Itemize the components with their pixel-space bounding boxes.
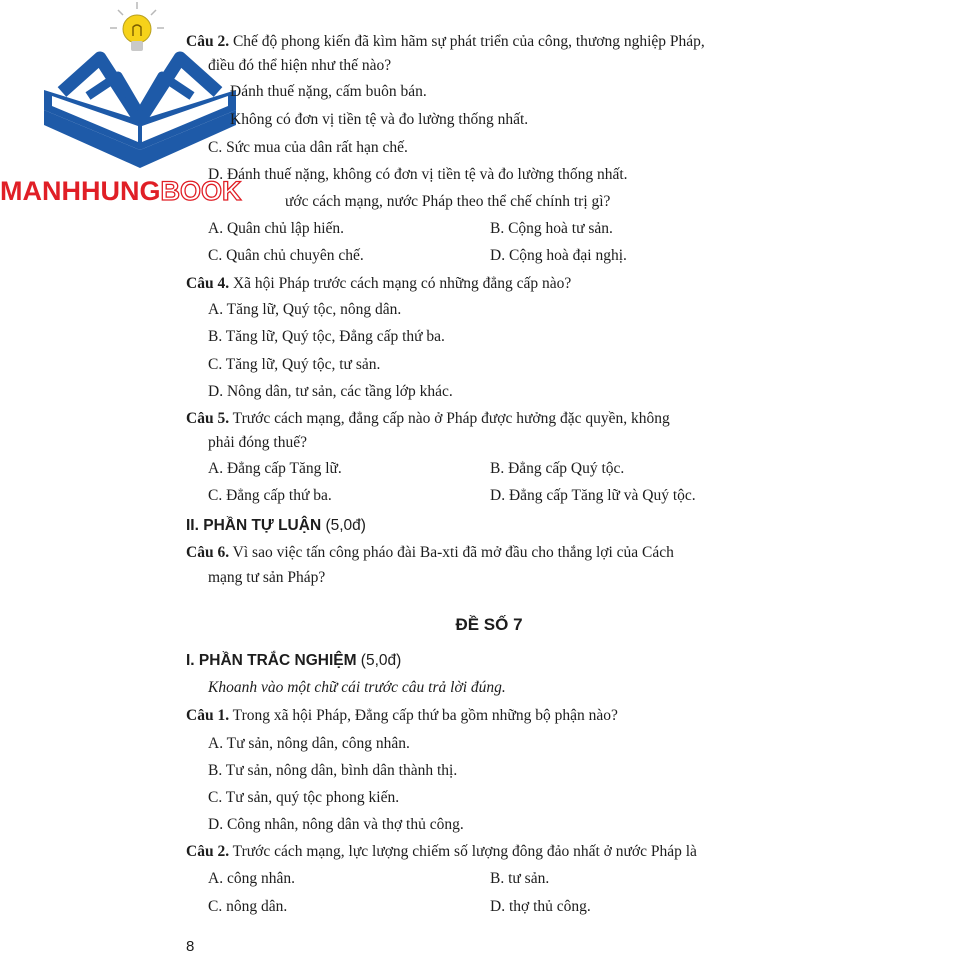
brand-name-part1: MANHHUNG (0, 176, 161, 206)
section-mc-points: (5,0đ) (356, 652, 402, 669)
e7-q2-option-a: A. công nhân. (208, 870, 295, 887)
exam-title: ĐỀ SỐ 7 (455, 615, 523, 634)
q2-option-c: C. Sức mua của dân rất hạn chế. (208, 139, 408, 156)
q5-option-d: D. Đẳng cấp Tăng lữ và Quý tộc. (490, 487, 696, 504)
q3-option-a: A. Quân chủ lập hiến. (208, 220, 345, 237)
e7-q2-option-d: D. thợ thủ công. (490, 898, 591, 915)
q4-option-d: D. Nông dân, tư sản, các tầng lớp khác. (208, 383, 453, 400)
e7-q2-label: Câu 2. (186, 843, 230, 860)
q5-stem-cont: phải đóng thuế? (208, 434, 308, 451)
e7-q2-option-c: C. nông dân. (208, 898, 288, 915)
page-number: 8 (186, 938, 195, 955)
e7-q1-option-c: C. Tư sản, quý tộc phong kiến. (208, 789, 400, 806)
q5-option-b: B. Đẳng cấp Quý tộc. (490, 460, 625, 477)
q4-label: Câu 4. (186, 275, 230, 292)
e7-q2-option-b: B. tư sản. (490, 870, 550, 887)
q3-option-b: B. Cộng hoà tư sản. (490, 220, 613, 237)
brand-name-part2: BOOK (160, 176, 242, 206)
brand-name (0, 178, 241, 205)
e7-q2-text: Trước cách mạng, lực lượng chiếm số lượng đông đảo nhất ở nước Pháp là (229, 843, 697, 860)
q2-option-b: Không có đơn vị tiền tệ và đo lường thống nhất. (230, 111, 529, 128)
q2-label: Câu 2. (186, 33, 230, 50)
q6-text: Vì sao việc tấn công pháo đài Ba-xti đã mở đầu cho thắng lợi của Cách (229, 544, 674, 561)
e7-q1-label: Câu 1. (186, 707, 230, 724)
q5-stem (186, 411, 670, 427)
q4-option-c: C. Tăng lữ, Quý tộc, tư sản. (208, 356, 381, 373)
q4-option-b: B. Tăng lữ, Quý tộc, Đẳng cấp thứ ba. (208, 328, 445, 345)
q2-option-d: D. Đánh thuế nặng, không có đơn vị tiền tệ và đo lường thống nhất. (208, 166, 628, 183)
q4-option-a: A. Tăng lữ, Quý tộc, nông dân. (208, 301, 402, 318)
section-mc-title: I. PHẦN TRẮC NGHIỆM (186, 652, 357, 669)
q5-text: Trước cách mạng, đẳng cấp nào ở Pháp được hưởng đặc quyền, không (229, 410, 670, 427)
section-essay-points: (5,0đ) (321, 517, 366, 534)
e7-q2-stem (186, 844, 697, 860)
section-essay-title: II. PHẦN TỰ LUẬN (186, 517, 322, 534)
q5-option-c: C. Đẳng cấp thứ ba. (208, 487, 332, 504)
instruction-text: Khoanh vào một chữ cái trước câu trả lời đúng. (208, 679, 506, 696)
q4-stem (186, 276, 571, 292)
q2-stem (186, 34, 705, 50)
q6-label: Câu 6. (186, 544, 230, 561)
q4-text: Xã hội Pháp trước cách mạng có những đẳng cấp nào? (229, 275, 572, 292)
lightbulb-icon (110, 2, 164, 51)
q5-label: Câu 5. (186, 410, 230, 427)
section-multiple-choice-heading (186, 653, 401, 669)
q5-option-a: A. Đẳng cấp Tăng lữ. (208, 460, 342, 477)
q2-stem-cont: điều đó thể hiện như thế nào? (208, 57, 392, 74)
e7-q1-stem (186, 708, 618, 724)
q3-stem: ước cách mạng, nước Pháp theo thể chế chính trị gì? (285, 193, 611, 210)
q6-stem (186, 545, 674, 561)
e7-q1-text: Trong xã hội Pháp, Đẳng cấp thứ ba gồm những bộ phận nào? (229, 707, 618, 724)
section-essay-heading (186, 518, 366, 534)
q3-option-d: D. Cộng hoà đại nghị. (490, 247, 627, 264)
q2-text: Chế độ phong kiến đã kìm hãm sự phát triển của công, thương nghiệp Pháp, (229, 33, 705, 50)
e7-q1-option-d: D. Công nhân, nông dân và thợ thủ công. (208, 816, 464, 833)
e7-q1-option-a: A. Tư sản, nông dân, công nhân. (208, 735, 410, 752)
q6-stem-cont: mạng tư sản Pháp? (208, 569, 326, 586)
q3-option-c: C. Quân chủ chuyên chế. (208, 247, 364, 264)
e7-q1-option-b: B. Tư sản, nông dân, bình dân thành thị. (208, 762, 458, 779)
q2-option-a: Đánh thuế nặng, cấm buôn bán. (230, 83, 427, 100)
